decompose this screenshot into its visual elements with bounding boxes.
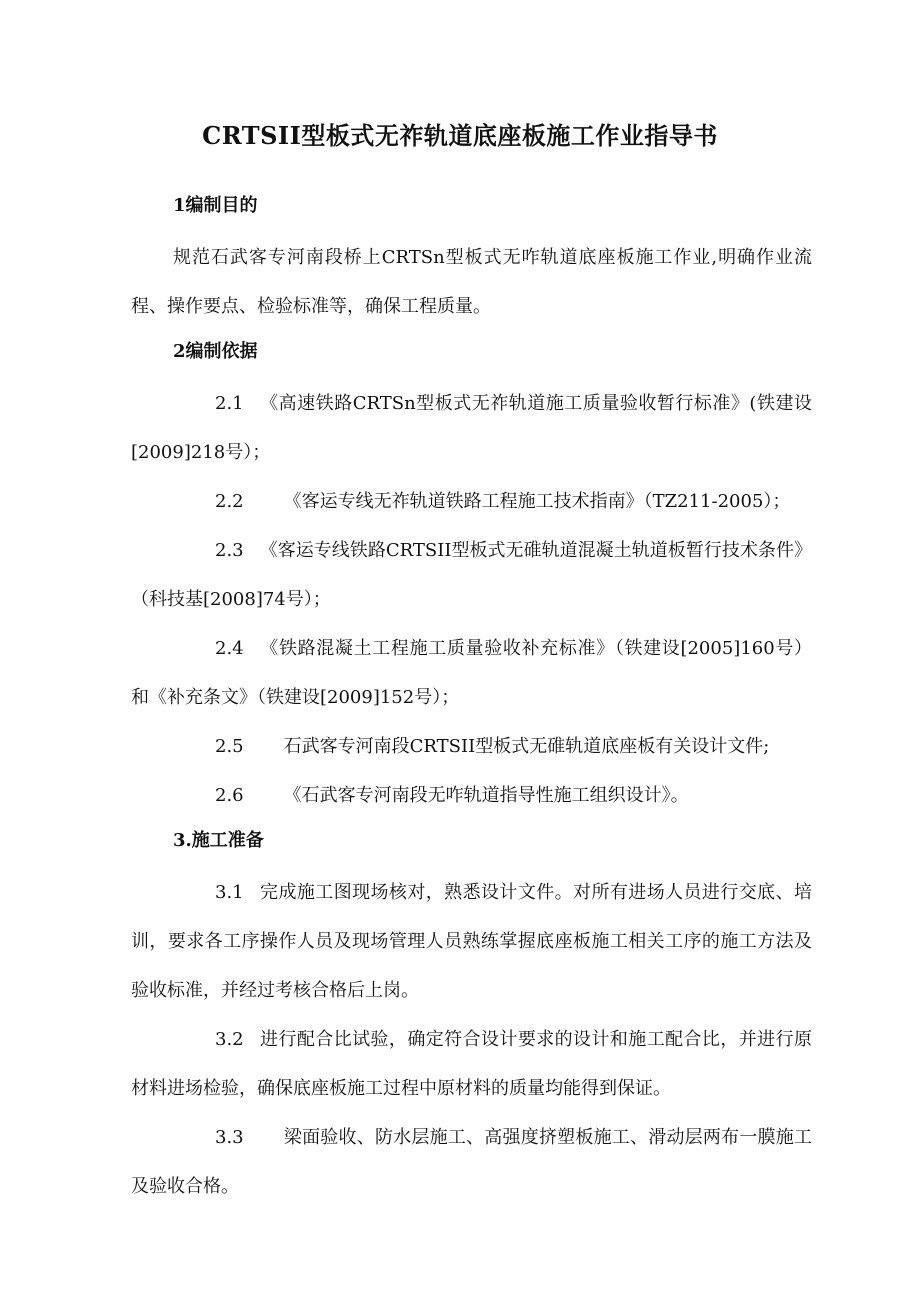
paragraph-2-4 [131, 624, 812, 722]
paragraph-text: 《石武客专河南段无咋轨道指导性施工组织设计》。 [283, 785, 689, 806]
paragraph-text: 《客运专线无祚轨道铁路工程施工技术指南》（TZ211-2005）； [283, 491, 791, 512]
section-heading-2: 2编制依据 [173, 341, 258, 362]
paragraph-text: 《铁路混凝土工程施工质量验收补充标准》（铁建设[2005]160号）和《补充条文》（铁建设[2009]152号）； [131, 638, 812, 708]
section-heading-3: 3.施工准备 [173, 830, 264, 851]
document-body [131, 191, 812, 1211]
paragraph-3-3 [131, 1113, 812, 1211]
paragraph-2-3 [131, 526, 812, 624]
paragraph-text: 梁面验收、防水层施工、高强度挤塑板施工、滑动层两布一膜施工及验收合格。 [131, 1127, 812, 1197]
section-heading-1: 1编制目的 [173, 195, 258, 216]
paragraph-2-2 [131, 477, 812, 526]
clause-number: 2.1 [215, 393, 244, 414]
paragraph-text: 规范石武客专河南段桥上CRTSn型板式无咋轨道底座板施工作业,明确作业流程、操作要点、检验标准等，确保工程质量。 [131, 247, 812, 317]
paragraph-2-6 [131, 771, 812, 820]
clause-number: 3.2 [215, 1029, 244, 1050]
paragraph-2-5 [131, 722, 812, 771]
paragraph-text: 石武客专河南段CRTSII型板式无碓轨道底座板有关设计文件; [283, 736, 770, 757]
clause-number: 2.4 [215, 638, 244, 659]
document-title: CRTSII型板式无祚轨道底座板施工作业指导书 [202, 121, 718, 150]
clause-number: 3.1 [215, 882, 244, 903]
paragraph-text: 《高速铁路CRTSn型板式无祚轨道施工质量验收暂行标准》(铁建设[2009]218号）； [131, 393, 812, 463]
paragraph-text: 完成施工图现场核对，熟悉设计文件。对所有进场人员进行交底、培训，要求各工序操作人员及现场管理人员熟练掌握底座板施工相关工序的施工方法及验收标准，并经过考核合格后上岗。 [131, 882, 812, 1001]
clause-number: 2.5 [215, 736, 244, 757]
paragraph-2-1 [131, 379, 812, 477]
paragraph-text: 《客运专线铁路CRTSII型板式无碓轨道混凝土轨道板暂行技术条件》（科技基[2008]74号）； [131, 540, 812, 610]
paragraph-3-1 [131, 868, 812, 1015]
paragraph-3-2 [131, 1015, 812, 1113]
paragraph-text: 进行配合比试验，确定符合设计要求的设计和施工配合比，并进行原材料进场检验，确保底座板施工过程中原材料的质量均能得到保证。 [131, 1029, 812, 1099]
clause-number: 3.3 [215, 1127, 244, 1148]
paragraph-1-1 [131, 233, 812, 331]
clause-number: 2.3 [215, 540, 244, 561]
clause-number: 2.2 [215, 491, 244, 512]
clause-number: 2.6 [215, 785, 244, 806]
